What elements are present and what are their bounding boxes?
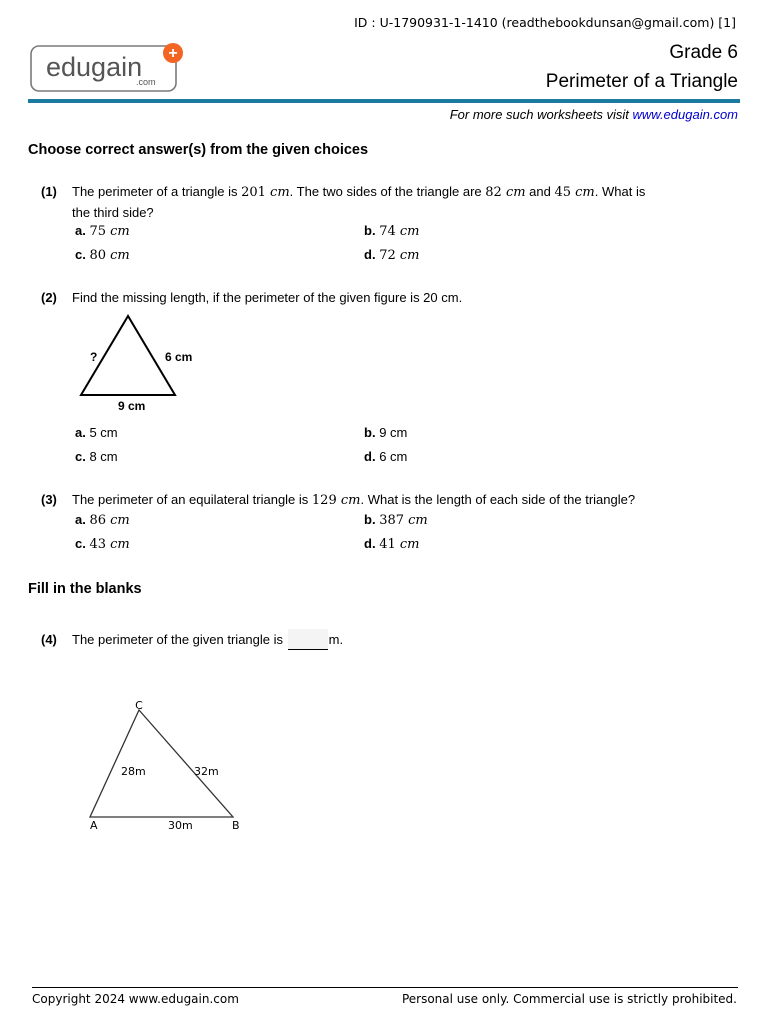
option-c[interactable]: c. 80 cm	[75, 247, 130, 263]
question-text: The perimeter of the given triangle is m.	[72, 629, 672, 650]
option-d[interactable]: d. 6 cm	[364, 449, 408, 464]
question-text: The perimeter of an equilateral triangle is 129 cm. What is the length of each side of the triangle?	[72, 492, 636, 508]
worksheet-title: Perimeter of a Triangle	[545, 71, 738, 92]
question-text: Find the missing length, if the perimeter of the given figure is 20 cm.	[72, 290, 463, 305]
option-a[interactable]: a. 75 cm	[75, 223, 130, 239]
footer-divider	[32, 987, 738, 988]
logo-text: edugain	[46, 52, 143, 82]
question-number: (3)	[41, 492, 57, 507]
answer-blank-input[interactable]	[288, 629, 328, 650]
question-text: The perimeter of a triangle is 201 cm. The two sides of the triangle are 82 cm and 45 cm. What is the third side?	[72, 184, 646, 220]
option-a[interactable]: a. 86 cm	[75, 512, 130, 528]
option-b[interactable]: b. 9 cm	[364, 425, 408, 440]
question-number: (4)	[41, 632, 57, 647]
vertex-label-c: C	[135, 699, 143, 712]
grade-label: Grade 6	[669, 42, 738, 63]
side-label-ab: 30m	[168, 819, 193, 832]
option-c[interactable]: c. 43 cm	[75, 536, 130, 552]
edugain-logo	[30, 42, 186, 94]
edugain-link[interactable]: www.edugain.com	[632, 107, 738, 122]
option-d[interactable]: d. 41 cm	[364, 536, 420, 552]
option-a[interactable]: a. 5 cm	[75, 425, 118, 440]
footer-notice: Personal use only. Commercial use is strictly prohibited.	[401, 992, 737, 1006]
triangle-abc-shape	[90, 710, 233, 817]
triangle-abc-figure	[84, 694, 254, 834]
vertex-label-a: A	[90, 819, 98, 832]
visit-text: For more such worksheets visit	[449, 107, 633, 122]
option-b[interactable]: b. 387 cm	[364, 512, 428, 528]
plus-icon: +	[168, 45, 178, 62]
worksheet-id: ID : U-1790931-1-1410 (readthebookdunsan@gmail.com) [1]	[354, 15, 736, 30]
header-divider	[28, 99, 740, 103]
side-label-ca: 28m	[121, 765, 146, 778]
option-d[interactable]: d. 72 cm	[364, 247, 420, 263]
section-title-fill: Fill in the blanks	[28, 581, 142, 597]
side-label-left: ?	[90, 350, 98, 364]
side-label-right: 6 cm	[165, 350, 193, 364]
logo-sub: .com	[136, 77, 156, 87]
option-b[interactable]: b. 74 cm	[364, 223, 420, 239]
option-c[interactable]: c. 8 cm	[75, 449, 118, 464]
question-number: (1)	[41, 184, 57, 199]
vertex-label-b: B	[232, 819, 240, 832]
question-number: (2)	[41, 290, 57, 305]
side-label-bottom: 9 cm	[118, 399, 146, 413]
triangle-figure	[74, 310, 204, 416]
visit-line	[450, 107, 738, 122]
section-title-mcq: Choose correct answer(s) from the given choices	[28, 142, 369, 158]
side-label-cb: 32m	[194, 765, 219, 778]
footer-copyright: Copyright 2024 www.edugain.com	[32, 992, 239, 1006]
